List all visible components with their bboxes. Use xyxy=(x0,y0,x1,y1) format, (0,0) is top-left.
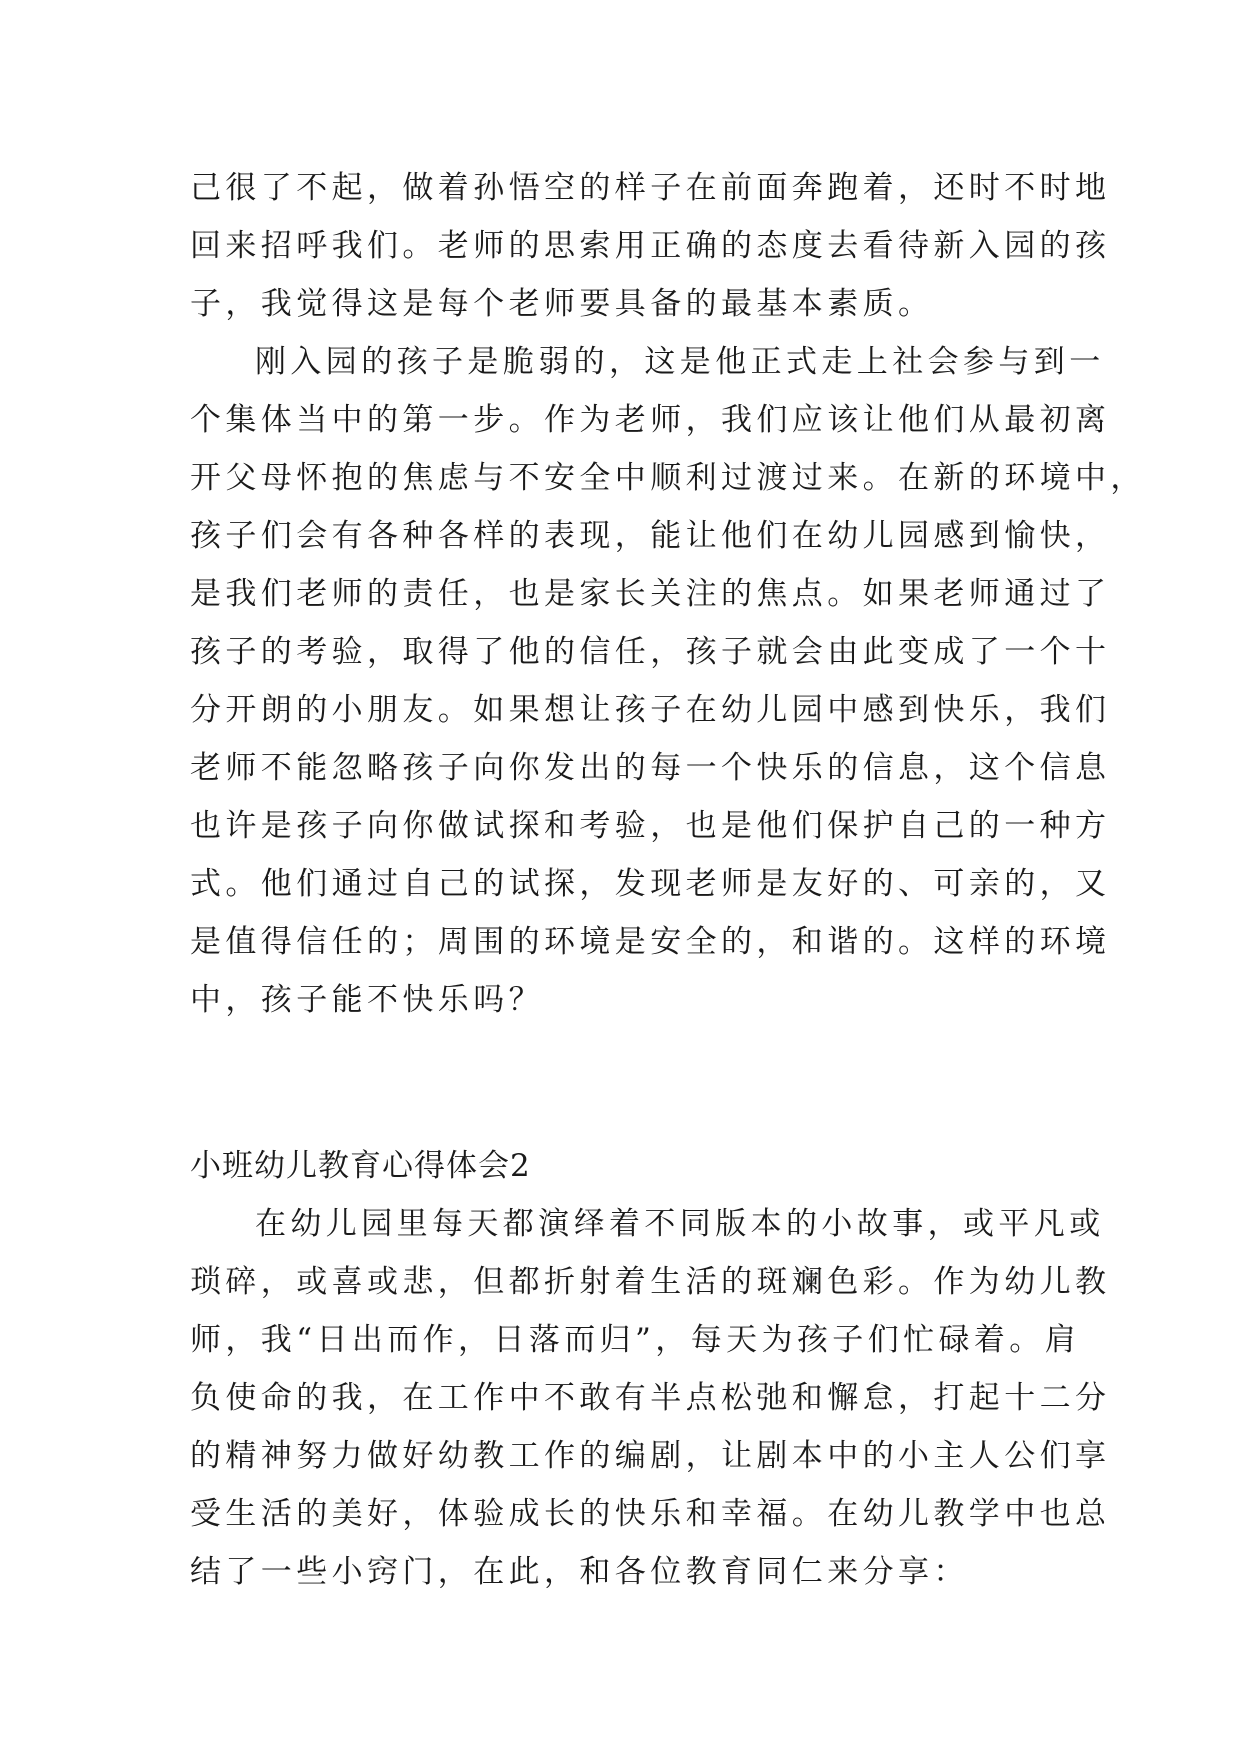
paragraph-line: 结了一些小窍门，在此，和各位教育同仁来分享： xyxy=(190,1554,969,1590)
paragraph-line: 个集体当中的第一步。作为老师，我们应该让他们从最初离 xyxy=(190,402,1111,438)
paragraph-line: 刚入园的孩子是脆弱的，这是他正式走上社会参与到一 xyxy=(255,344,1105,380)
paragraph-line: 子，我觉得这是每个老师要具备的最基本素质。 xyxy=(190,286,934,322)
paragraph-line: 分开朗的小朋友。如果想让孩子在幼儿园中感到快乐，我们 xyxy=(190,692,1111,728)
paragraph-line: 式。他们通过自己的试探，发现老师是友好的、可亲的，又 xyxy=(190,866,1111,902)
paragraph-line: 琐碎，或喜或悲，但都折射着生活的斑斓色彩。作为幼儿教 xyxy=(190,1264,1111,1300)
paragraph-line: 负使命的我，在工作中不敢有半点松弛和懈怠，打起十二分 xyxy=(190,1380,1111,1416)
paragraph-line: 孩子的考验，取得了他的信任，孩子就会由此变成了一个十 xyxy=(190,634,1111,670)
paragraph-line: 也许是孩子向你做试探和考验，也是他们保护自己的一种方 xyxy=(190,808,1111,844)
paragraph-line: 是值得信任的；周围的环境是安全的，和谐的。这样的环境 xyxy=(190,924,1111,960)
paragraph-line: 在幼儿园里每天都演绎着不同版本的小故事，或平凡或 xyxy=(255,1206,1105,1242)
paragraph-line: 孩子们会有各种各样的表现，能让他们在幼儿园感到愉快， xyxy=(190,518,1111,554)
paragraph-line: 开父母怀抱的焦虑与不安全中顺利过渡过来。在新的环境中， xyxy=(190,460,1146,496)
paragraph-line: 师，我“日出而作，日落而归”，每天为孩子们忙碌着。肩 xyxy=(190,1322,1081,1358)
paragraph-line: 受生活的美好，体验成长的快乐和幸福。在幼儿教学中也总 xyxy=(190,1496,1111,1532)
paragraph-line: 己很了不起，做着孙悟空的样子在前面奔跑着，还时不时地 xyxy=(190,170,1111,206)
section-title: 小班幼儿教育心得体会2 xyxy=(190,1148,531,1184)
paragraph-line: 老师不能忽略孩子向你发出的每一个快乐的信息，这个信息 xyxy=(190,750,1111,786)
paragraph-line: 回来招呼我们。老师的思索用正确的态度去看待新入园的孩 xyxy=(190,228,1111,264)
paragraph-line: 的精神努力做好幼教工作的编剧，让剧本中的小主人公们享 xyxy=(190,1438,1111,1474)
paragraph-line: 是我们老师的责任，也是家长关注的焦点。如果老师通过了 xyxy=(190,576,1111,612)
paragraph-line: 中，孩子能不快乐吗？ xyxy=(190,982,544,1018)
